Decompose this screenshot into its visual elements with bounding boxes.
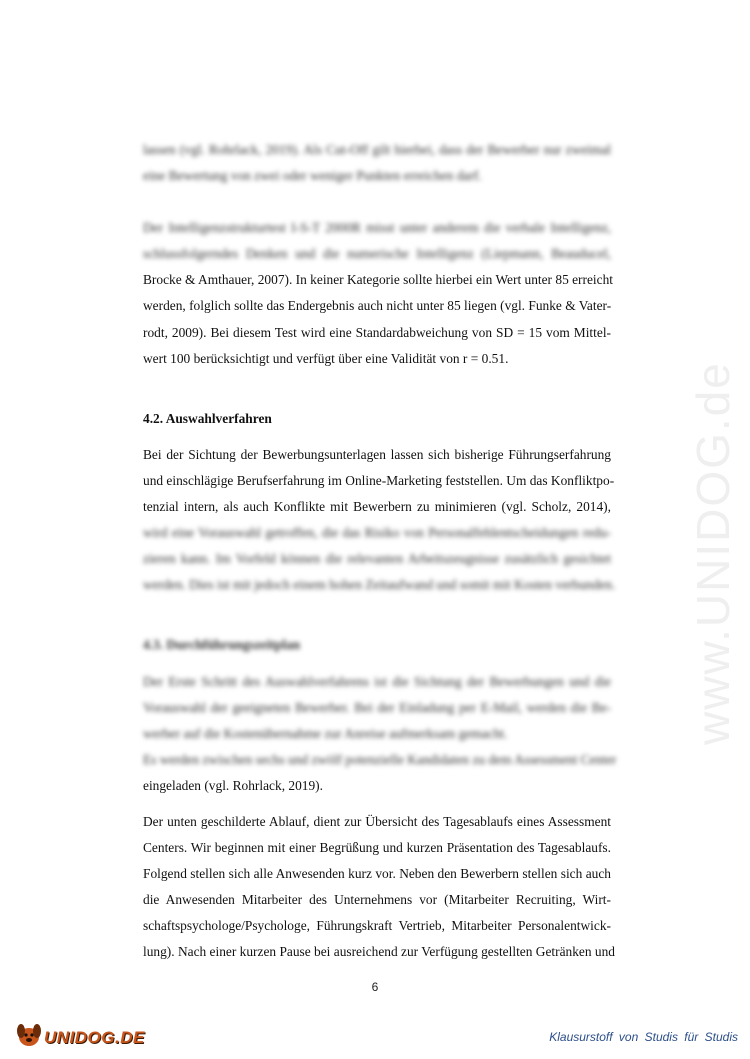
document-body bbox=[143, 137, 617, 966]
watermark: www.UNIDOG.de bbox=[687, 361, 739, 745]
text-line: die Anwesenden Mitarbeiter des Unternehmens vor (Mitarbeiter Recruiting, Wirt- bbox=[143, 892, 611, 908]
logo-text: UNIDOG.DE bbox=[44, 1027, 145, 1047]
paragraph-5 bbox=[143, 747, 617, 799]
text-line: schaftspsychologe/Psychologe, Führungskraft Vertrieb, Mitarbeiter Personalentwick- bbox=[143, 918, 611, 934]
spacer bbox=[143, 659, 611, 669]
spacer bbox=[143, 372, 611, 406]
text-line: Der Intelligenzstrukturtest I-S-T 2000R misst unter anderem die verbale Intelligenz, bbox=[143, 220, 611, 236]
text-line: lassen (vgl. Rohrlack, 2019). Als Cut-Off gilt hierbei, dass der Bewerber nur zweimal bbox=[143, 142, 611, 157]
text-line: wird eine Vorauswahl getroffen, die das Risiko von Personalfehlentscheidungen redu- bbox=[143, 525, 611, 541]
text-line: eingeladen (vgl. Rohrlack, 2019). bbox=[143, 777, 323, 793]
text-line: tenzial intern, als auch Konflikte mit Bewerbern zu minimieren (vgl. Scholz, 2014), bbox=[143, 499, 611, 515]
text-line: eine Bewertung von zwei oder weniger Punkten erreichen darf. bbox=[143, 168, 482, 184]
text-line: Bei der Sichtung der Bewerbungsunterlagen lassen sich bisherige Führungserfahrung bbox=[143, 446, 611, 462]
section-heading-4-3: 4.3. Durchführungszeitplan bbox=[143, 637, 301, 653]
paragraph-2 bbox=[143, 215, 611, 372]
paragraph-3 bbox=[143, 442, 616, 599]
text-line: wert 100 berücksichtigt und verfügt über eine Validität von r = 0.51. bbox=[143, 350, 509, 366]
text-line: Der unten geschilderte Ablauf, dient zur Übersicht des Tagesablaufs eines Assessment bbox=[143, 813, 611, 829]
section-heading-4-2: 4.2. Auswahlverfahren bbox=[143, 410, 272, 426]
text-line: Vorauswahl der geeigneten Bewerber. Bei der Einladung per E-Mail, werden die Be- bbox=[143, 699, 611, 715]
text-line: Folgend stellen sich alle Anwesenden kurz vor. Neben den Bewerbern stellen sich auch bbox=[143, 866, 611, 882]
text-line: zieren kann. Im Vorfeld können die relevanten Arbeitszeugnisse zusätzlich gesichtet bbox=[143, 551, 611, 567]
spacer bbox=[143, 189, 611, 215]
text-line: Brocke & Amthauer, 2007). In keiner Kategorie sollte hierbei ein Wert unter 85 erreicht bbox=[143, 272, 613, 288]
dog-mascot-icon bbox=[14, 1022, 44, 1053]
spacer bbox=[143, 432, 611, 442]
text-line: rodt, 2009). Bei diesem Test wird eine Standardabweichung von SD = 15 vom Mittel- bbox=[143, 324, 611, 340]
text-line: werden, folglich sollte das Endergebnis auch nicht unter 85 liegen (vgl. Funke & Vater- bbox=[143, 298, 612, 314]
spacer bbox=[143, 598, 611, 632]
text-line: werber auf die Kostenübernahme zur Anreise aufmerksam gemacht. bbox=[143, 725, 508, 741]
text-line: schlussfolgerndes Denken und die numerische Intelligenz (Liepmann, Beauducel, bbox=[143, 246, 611, 262]
paragraph-6 bbox=[143, 809, 615, 966]
text-line: und einschlägige Berufserfahrung im Online-Marketing feststellen. Um das Konfliktpo- bbox=[143, 472, 615, 488]
text-line: lung). Nach einer kurzen Pause bei ausreichend zur Verfügung gestellten Getränken und bbox=[143, 944, 615, 960]
text-line: Der Erste Schritt des Auswahlverfahrens ist die Sichtung der Bewerbungen und die bbox=[143, 673, 611, 689]
text-line: werden. Dies ist mit jedoch einem hohen Zeitaufwand und somit mit Kosten verbunden. bbox=[143, 577, 616, 593]
page-number: 6 bbox=[371, 980, 379, 994]
spacer bbox=[143, 799, 611, 809]
paragraph-4 bbox=[143, 669, 611, 747]
text-line: Es werden zwischen sechs und zwölf potenzielle Kandidaten zu dem Assessment Center bbox=[143, 751, 617, 767]
paragraph-1 bbox=[143, 137, 611, 189]
text-line: Centers. Wir beginnen mit einer Begrüßung und kurzen Präsentation des Tagesablaufs. bbox=[143, 840, 611, 856]
footer-tagline: Klausurstoff von Studis für Studis bbox=[549, 1030, 738, 1044]
footer-logo[interactable] bbox=[14, 1022, 145, 1053]
